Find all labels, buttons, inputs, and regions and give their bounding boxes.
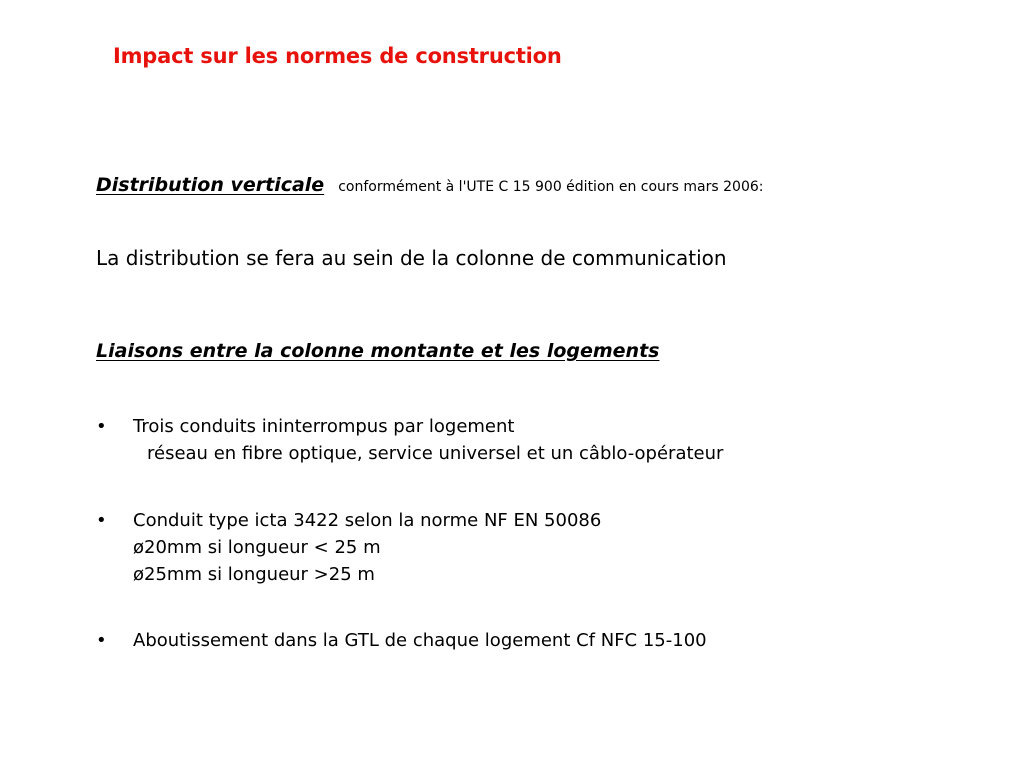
bullet-line: Conduit type icta 3422 selon la norme NF EN 50086 xyxy=(133,510,602,531)
section-heading: Liaisons entre la colonne montante et les logements xyxy=(96,340,660,362)
section-distribution-verticale xyxy=(96,174,763,196)
bullet-text xyxy=(133,627,707,654)
bullet-line: Aboutissement dans la GTL de chaque logement Cf NFC 15-100 xyxy=(133,630,707,651)
bullet-item xyxy=(96,627,996,657)
bullet-marker: • xyxy=(96,416,107,437)
section-liaisons xyxy=(96,340,659,362)
bullet-line: ø20mm si longueur < 25 m xyxy=(133,537,381,558)
bullet-text xyxy=(133,413,723,467)
bullet-marker: • xyxy=(96,630,107,651)
bullet-item xyxy=(96,413,996,473)
section-heading: Distribution verticale xyxy=(96,174,325,196)
bullet-line: Trois conduits ininterrompus par logement xyxy=(133,416,515,437)
distribution-paragraph: La distribution se fera au sein de la colonne de communication xyxy=(96,246,727,270)
bullet-item xyxy=(96,507,996,592)
bullet-marker: • xyxy=(96,510,107,531)
bullet-text xyxy=(133,507,601,588)
bullet-line: réseau en fibre optique, service universel et un câblo-opérateur xyxy=(147,443,724,464)
section-note: conformément à l'UTE C 15 900 édition en cours mars 2006: xyxy=(338,179,764,195)
slide-title: Impact sur les normes de construction xyxy=(113,44,562,68)
bullet-line: ø25mm si longueur >25 m xyxy=(133,564,375,585)
